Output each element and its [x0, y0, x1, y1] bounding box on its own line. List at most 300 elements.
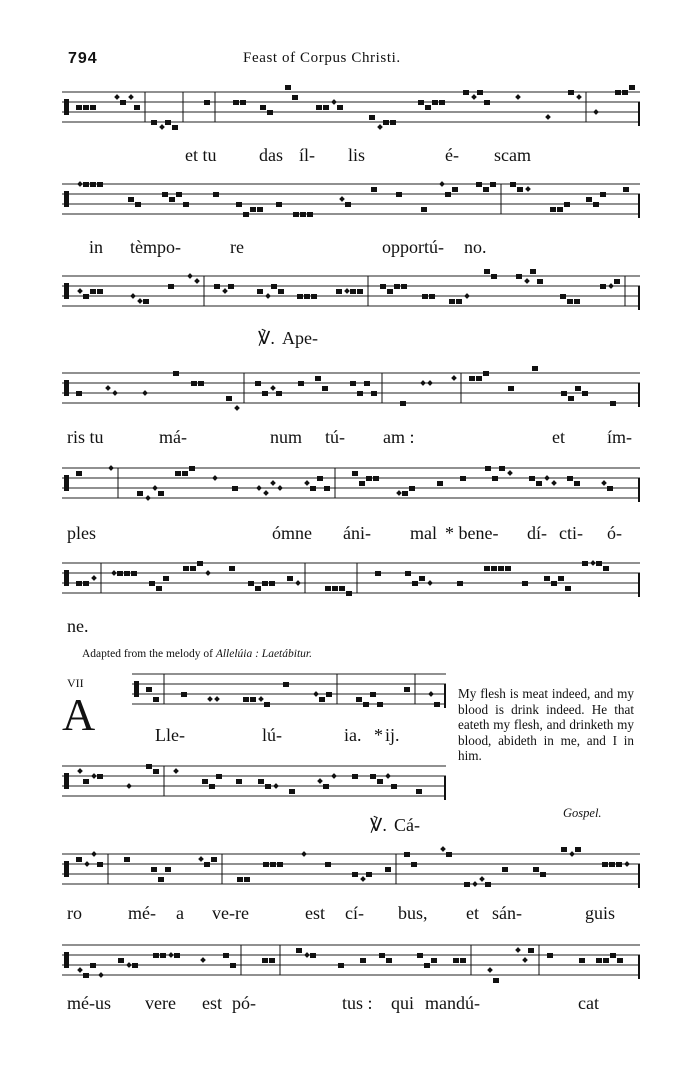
- neume-rhombus: [258, 696, 264, 702]
- neume-rhombus: [270, 480, 276, 486]
- neume-punctum: [391, 784, 397, 789]
- neume-rhombus: [91, 575, 97, 581]
- neume-punctum: [169, 197, 175, 202]
- lyric-syllable: * bene-: [445, 523, 499, 543]
- neume-punctum: [429, 294, 435, 299]
- neume-punctum: [477, 90, 483, 95]
- neume-punctum: [614, 279, 620, 284]
- neume-punctum: [183, 202, 189, 207]
- lyric-syllable: et tu: [185, 145, 217, 165]
- neume-punctum: [262, 958, 268, 963]
- staff-3: [62, 272, 640, 322]
- neume-punctum: [146, 764, 152, 769]
- staff-8: [62, 762, 446, 812]
- neume-punctum: [529, 476, 535, 481]
- initial-letter: A: [62, 689, 96, 740]
- neume-punctum: [579, 958, 585, 963]
- neume-punctum: [285, 85, 291, 90]
- neume-punctum: [402, 491, 408, 496]
- neume-punctum: [132, 963, 138, 968]
- neume-punctum: [228, 284, 234, 289]
- neume-punctum: [151, 867, 157, 872]
- neume-rhombus: [313, 691, 319, 697]
- neume-punctum: [183, 566, 189, 571]
- neume-punctum: [243, 697, 249, 702]
- neume-punctum: [233, 100, 239, 105]
- neume-punctum: [283, 682, 289, 687]
- neume-punctum: [149, 581, 155, 586]
- staff-9: [62, 850, 640, 900]
- neume-punctum: [565, 586, 571, 591]
- neume-punctum: [332, 586, 338, 591]
- neume-rhombus: [608, 283, 614, 289]
- neume-punctum: [596, 561, 602, 566]
- neume-punctum: [323, 105, 329, 110]
- lyric-syllable: ne.: [67, 616, 89, 636]
- staff-7: [132, 670, 446, 720]
- lyric-syllable: ris tu: [67, 427, 104, 447]
- neume-rhombus: [152, 485, 158, 491]
- neume-punctum: [255, 586, 261, 591]
- neume-punctum: [522, 581, 528, 586]
- neume-punctum: [437, 481, 443, 486]
- neume-punctum: [405, 571, 411, 576]
- neume-punctum: [97, 182, 103, 187]
- neume-punctum: [258, 779, 264, 784]
- neume-rhombus: [137, 298, 143, 304]
- lyric-syllable: lú-: [262, 725, 282, 745]
- neume-punctum: [289, 789, 295, 794]
- neume-punctum: [165, 120, 171, 125]
- lyric-syllable: ím-: [607, 427, 632, 447]
- neume-rhombus: [142, 390, 148, 396]
- neume-punctum: [357, 289, 363, 294]
- lyric-syllable: íl-: [299, 145, 315, 165]
- neume-rhombus: [551, 480, 557, 486]
- neume-punctum: [623, 187, 629, 192]
- neume-punctum: [593, 202, 599, 207]
- neume-punctum: [168, 284, 174, 289]
- neume-punctum: [153, 697, 159, 702]
- neume-punctum: [134, 105, 140, 110]
- neume-punctum: [223, 953, 229, 958]
- neume-punctum: [586, 197, 592, 202]
- neume-punctum: [485, 882, 491, 887]
- neume-punctum: [401, 284, 407, 289]
- neume-punctum: [214, 284, 220, 289]
- neume-punctum: [616, 862, 622, 867]
- lyric-syllable: ia.: [344, 725, 362, 745]
- neume-punctum: [369, 115, 375, 120]
- neume-rhombus: [545, 114, 551, 120]
- neume-rhombus: [200, 957, 206, 963]
- lyric-syllable: ro: [67, 903, 82, 923]
- neume-punctum: [412, 581, 418, 586]
- neume-punctum: [502, 867, 508, 872]
- neume-punctum: [387, 289, 393, 294]
- neume-punctum: [383, 120, 389, 125]
- neume-punctum: [270, 862, 276, 867]
- neume-rhombus: [114, 94, 120, 100]
- neume-rhombus: [344, 288, 350, 294]
- clef: [64, 952, 69, 968]
- neume-punctum: [204, 862, 210, 867]
- neume-punctum: [385, 867, 391, 872]
- neume-punctum: [568, 396, 574, 401]
- neume-punctum: [544, 576, 550, 581]
- clef: [64, 475, 69, 491]
- neume-punctum: [263, 862, 269, 867]
- neume-rhombus: [317, 778, 323, 784]
- neume-punctum: [352, 774, 358, 779]
- neume-punctum: [175, 471, 181, 476]
- neume-punctum: [198, 381, 204, 386]
- neume-punctum: [464, 882, 470, 887]
- neume-punctum: [421, 207, 427, 212]
- lyric-syllable: et: [466, 903, 479, 923]
- neume-punctum: [453, 958, 459, 963]
- neume-punctum: [547, 953, 553, 958]
- neume-rhombus: [194, 278, 200, 284]
- neume-punctum: [363, 702, 369, 707]
- neume-punctum: [83, 779, 89, 784]
- neume-punctum: [622, 90, 628, 95]
- neume-punctum: [350, 381, 356, 386]
- neume-rhombus: [111, 570, 117, 576]
- neume-punctum: [558, 576, 564, 581]
- neume-punctum: [310, 953, 316, 958]
- lyric-syllable: áni-: [343, 523, 371, 543]
- neume-punctum: [83, 294, 89, 299]
- neume-punctum: [366, 476, 372, 481]
- neume-punctum: [390, 120, 396, 125]
- neume-rhombus: [515, 947, 521, 953]
- neume-punctum: [265, 784, 271, 789]
- neume-punctum: [262, 391, 268, 396]
- neume-punctum: [484, 100, 490, 105]
- neume-punctum: [230, 963, 236, 968]
- neume-rhombus: [77, 967, 83, 973]
- neume-punctum: [582, 561, 588, 566]
- neume-punctum: [143, 299, 149, 304]
- neume-punctum: [370, 774, 376, 779]
- neume-punctum: [557, 207, 563, 212]
- neume-punctum: [316, 105, 322, 110]
- neume-punctum: [394, 284, 400, 289]
- neume-punctum: [124, 571, 130, 576]
- melody-source-note: [82, 648, 312, 660]
- neume-rhombus: [126, 783, 132, 789]
- neume-punctum: [375, 571, 381, 576]
- neume-punctum: [90, 182, 96, 187]
- neume-punctum: [540, 872, 546, 877]
- neume-rhombus: [515, 94, 521, 100]
- neume-punctum: [498, 566, 504, 571]
- lyrics-line-5: [0, 523, 678, 547]
- neume-punctum: [610, 953, 616, 958]
- neume-punctum: [304, 294, 310, 299]
- neume-punctum: [300, 212, 306, 217]
- lyric-syllable: in: [89, 237, 104, 257]
- neume-punctum: [204, 100, 210, 105]
- neume-rhombus: [105, 385, 111, 391]
- neume-punctum: [131, 571, 137, 576]
- neume-punctum: [491, 274, 497, 279]
- neume-punctum: [278, 289, 284, 294]
- neume-punctum: [396, 192, 402, 197]
- neume-punctum: [483, 187, 489, 192]
- neume-punctum: [564, 202, 570, 207]
- neume-punctum: [505, 566, 511, 571]
- neume-rhombus: [84, 861, 90, 867]
- neume-punctum: [325, 862, 331, 867]
- neume-punctum: [182, 471, 188, 476]
- neume-rhombus: [396, 490, 402, 496]
- neume-punctum: [457, 581, 463, 586]
- lyric-syllable: sán-: [492, 903, 522, 923]
- lyric-syllable: mé-us: [67, 993, 111, 1013]
- neume-rhombus: [159, 124, 165, 130]
- neume-punctum: [371, 391, 377, 396]
- neume-punctum: [158, 877, 164, 882]
- neume-punctum: [76, 857, 82, 862]
- neume-rhombus: [472, 881, 478, 887]
- neume-punctum: [422, 294, 428, 299]
- lyric-syllable: ℣.: [370, 815, 387, 835]
- lyric-syllable: ó-: [607, 523, 622, 543]
- lyric-syllable: cti-: [559, 523, 583, 543]
- neume-punctum: [357, 391, 363, 396]
- neume-punctum: [356, 697, 362, 702]
- translation-source: Gospel.: [563, 806, 602, 820]
- neume-punctum: [264, 702, 270, 707]
- neume-punctum: [262, 581, 268, 586]
- neume-punctum: [76, 471, 82, 476]
- neume-punctum: [400, 401, 406, 406]
- neume-rhombus: [212, 475, 218, 481]
- neume-punctum: [373, 476, 379, 481]
- neume-punctum: [176, 192, 182, 197]
- lyric-syllable: é-: [445, 145, 459, 165]
- neume-punctum: [307, 212, 313, 217]
- translation-text: My flesh is meat indeed, and my blood is drink indeed. He that eateth my flesh, and drinketh my blood, abideth in me, and I in him.: [458, 686, 634, 764]
- lyric-syllable: scam: [494, 145, 531, 165]
- neume-rhombus: [544, 475, 550, 481]
- clef: [64, 191, 69, 207]
- neume-punctum: [600, 192, 606, 197]
- neume-rhombus: [301, 851, 307, 857]
- neume-punctum: [377, 702, 383, 707]
- neume-punctum: [325, 586, 331, 591]
- lyric-syllable: ℣.: [258, 328, 275, 348]
- lyrics-line-4: [0, 427, 678, 451]
- neume-punctum: [532, 366, 538, 371]
- neume-rhombus: [522, 957, 528, 963]
- neume-punctum: [269, 958, 275, 963]
- lyric-syllable: ómne: [272, 523, 312, 543]
- lyric-syllable: a: [176, 903, 184, 923]
- lyric-syllable: et: [552, 427, 565, 447]
- neume-rhombus: [265, 293, 271, 299]
- neume-punctum: [418, 100, 424, 105]
- neume-rhombus: [507, 470, 513, 476]
- neume-rhombus: [295, 580, 301, 586]
- neume-punctum: [292, 95, 298, 100]
- neume-punctum: [484, 269, 490, 274]
- neume-rhombus: [173, 768, 179, 774]
- lyric-syllable: Lle-: [155, 725, 185, 745]
- lyric-syllable: Ape-: [282, 328, 318, 348]
- neume-rhombus: [593, 109, 599, 115]
- neume-punctum: [446, 852, 452, 857]
- neume-rhombus: [130, 293, 136, 299]
- neume-rhombus: [601, 480, 607, 486]
- neume-punctum: [315, 376, 321, 381]
- neume-rhombus: [331, 773, 337, 779]
- staff-10: [62, 941, 640, 991]
- neume-punctum: [550, 207, 556, 212]
- lyrics-line-3: [0, 328, 678, 352]
- clef: [64, 570, 69, 586]
- neume-punctum: [226, 396, 232, 401]
- neume-punctum: [232, 486, 238, 491]
- page-title: Feast of Corpus Christi.: [243, 50, 401, 66]
- neume-punctum: [456, 299, 462, 304]
- lyric-syllable: est: [202, 993, 222, 1013]
- staff-4: [62, 369, 640, 419]
- neume-rhombus: [91, 773, 97, 779]
- neume-punctum: [190, 566, 196, 571]
- neume-punctum: [417, 953, 423, 958]
- neume-punctum: [243, 212, 249, 217]
- neume-rhombus: [304, 480, 310, 486]
- neume-punctum: [216, 774, 222, 779]
- neume-rhombus: [234, 405, 240, 411]
- neume-punctum: [499, 466, 505, 471]
- neume-punctum: [615, 90, 621, 95]
- neume-punctum: [257, 207, 263, 212]
- neume-rhombus: [427, 580, 433, 586]
- lyric-syllable: mé-: [128, 903, 156, 923]
- neume-punctum: [493, 978, 499, 983]
- neume-rhombus: [524, 278, 530, 284]
- neume-punctum: [345, 202, 351, 207]
- lyric-syllable: Cá-: [394, 815, 420, 835]
- neume-rhombus: [77, 768, 83, 774]
- neume-rhombus: [471, 94, 477, 100]
- page-number: 794: [68, 50, 98, 67]
- neume-rhombus: [464, 293, 470, 299]
- neume-rhombus: [360, 876, 366, 882]
- neume-punctum: [97, 862, 103, 867]
- neume-punctum: [386, 958, 392, 963]
- neume-rhombus: [126, 962, 132, 968]
- lyric-syllable: num: [270, 427, 303, 447]
- neume-punctum: [160, 953, 166, 958]
- neume-rhombus: [624, 861, 630, 867]
- neume-punctum: [229, 566, 235, 571]
- neume-punctum: [371, 187, 377, 192]
- mode-number: VII: [67, 676, 84, 690]
- neume-punctum: [575, 386, 581, 391]
- neume-rhombus: [487, 967, 493, 973]
- neume-punctum: [610, 401, 616, 406]
- neume-punctum: [596, 958, 602, 963]
- neume-punctum: [83, 105, 89, 110]
- neume-punctum: [267, 110, 273, 115]
- neume-punctum: [189, 466, 195, 471]
- lyric-syllable: am :: [383, 427, 415, 447]
- neume-punctum: [404, 852, 410, 857]
- neume-punctum: [337, 105, 343, 110]
- neume-punctum: [317, 476, 323, 481]
- neume-punctum: [379, 953, 385, 958]
- neume-punctum: [255, 381, 261, 386]
- neume-punctum: [250, 697, 256, 702]
- neume-punctum: [257, 289, 263, 294]
- neume-punctum: [567, 299, 573, 304]
- neume-punctum: [560, 294, 566, 299]
- neume-rhombus: [304, 952, 310, 958]
- neume-rhombus: [440, 846, 446, 852]
- neume-rhombus: [108, 465, 114, 471]
- clef: [64, 99, 69, 115]
- neume-punctum: [248, 581, 254, 586]
- lyric-syllable: guis: [585, 903, 616, 923]
- lyric-syllable: *: [374, 725, 383, 745]
- neume-rhombus: [198, 856, 204, 862]
- neume-punctum: [460, 476, 466, 481]
- neume-punctum: [510, 182, 516, 187]
- neume-punctum: [237, 877, 243, 882]
- neume-rhombus: [590, 560, 596, 566]
- lyric-syllable: no.: [464, 237, 487, 257]
- neume-punctum: [575, 847, 581, 852]
- neume-punctum: [236, 202, 242, 207]
- lyric-syllable: lis: [348, 145, 366, 165]
- lyric-syllable: mal: [410, 523, 437, 543]
- lyric-syllable: qui: [391, 993, 415, 1013]
- neume-punctum: [276, 202, 282, 207]
- neume-punctum: [439, 100, 445, 105]
- neume-punctum: [323, 784, 329, 789]
- neume-punctum: [90, 289, 96, 294]
- neume-punctum: [574, 481, 580, 486]
- lyric-syllable: cat: [578, 993, 599, 1013]
- neume-rhombus: [273, 783, 279, 789]
- neume-punctum: [603, 566, 609, 571]
- neume-punctum: [310, 486, 316, 491]
- neume-punctum: [424, 963, 430, 968]
- neume-punctum: [271, 284, 277, 289]
- neume-punctum: [118, 958, 124, 963]
- neume-punctum: [603, 958, 609, 963]
- neume-rhombus: [420, 380, 426, 386]
- neume-punctum: [568, 90, 574, 95]
- neume-punctum: [460, 958, 466, 963]
- neume-punctum: [151, 120, 157, 125]
- lyrics-line-6: [0, 616, 678, 640]
- neume-rhombus: [91, 851, 97, 857]
- lyric-syllable: má-: [159, 427, 187, 447]
- neume-punctum: [490, 182, 496, 187]
- neume-punctum: [346, 591, 352, 596]
- clef: [64, 380, 69, 396]
- neume-punctum: [287, 576, 293, 581]
- neume-punctum: [629, 85, 635, 90]
- neume-punctum: [209, 784, 215, 789]
- neume-rhombus: [277, 485, 283, 491]
